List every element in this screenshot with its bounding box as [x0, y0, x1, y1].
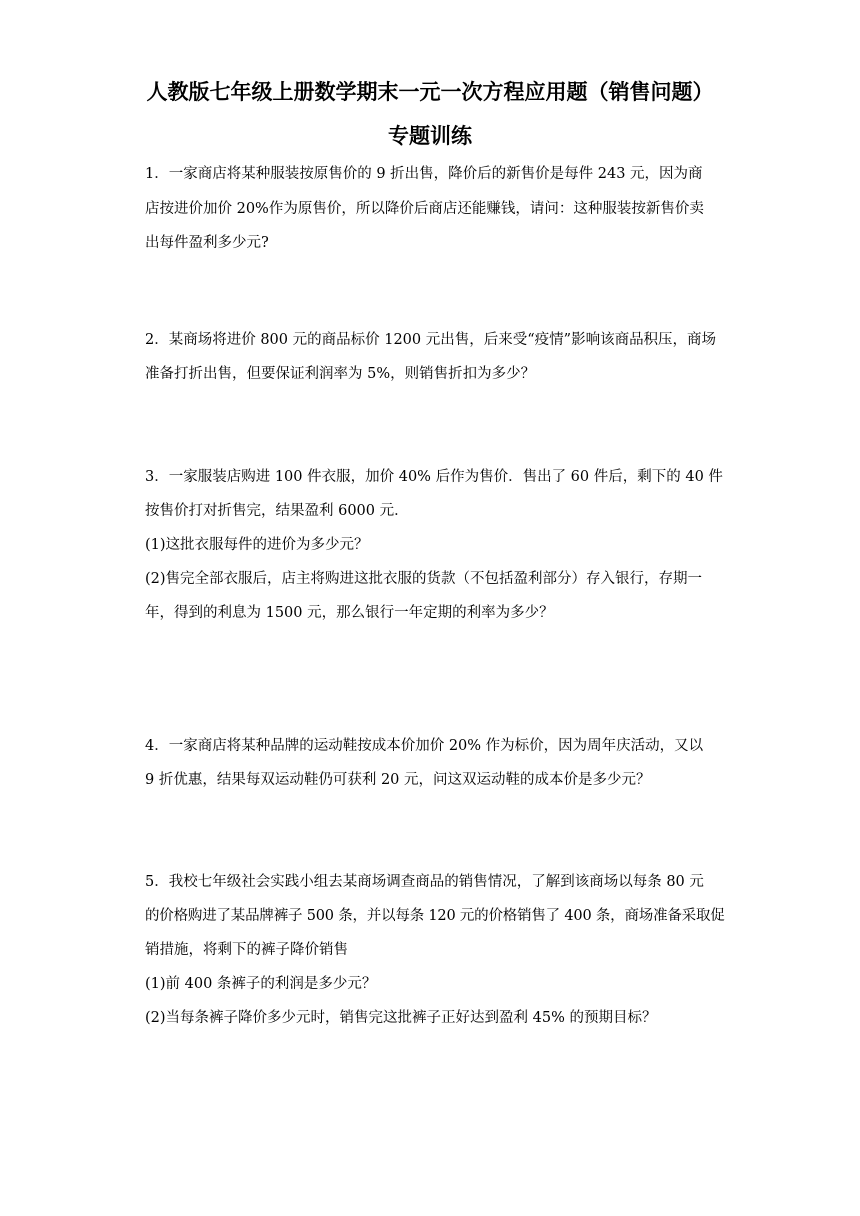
question-2-line-1: 2．某商场将进价 800 元的商品标价 1200 元出售，后来受“疫情”影响该商品积压，商场: [145, 332, 717, 348]
title-line-2: 专题训练: [388, 123, 472, 148]
question-3-subquestion-2-line-1: (2)售完全部衣服后，店主将购进这批衣服的货款（不包括盈利部分）存入银行，存期一: [145, 571, 703, 587]
question-5-line-1: 5．我校七年级社会实践小组去某商场调查商品的销售情况，了解到该商场以每条 80 元: [145, 874, 704, 890]
question-5-line-3: 销措施，将剩下的裤子降价销售: [145, 942, 348, 958]
question-1-line-2: 店按进价加价 20%作为原售价，所以降价后商店还能赚钱，请问：这种服装按新售价卖: [145, 201, 704, 217]
question-2-line-2: 准备打折出售，但要保证利润率为 5%，则销售折扣为多少？: [145, 366, 536, 382]
title-line-1: 人教版七年级上册数学期末一元一次方程应用题（销售问题）: [146, 79, 714, 104]
question-3-line-2: 按售价打对折售完，结果盈利 6000 元．: [145, 503, 409, 519]
question-3-subquestion-2-line-2: 年，得到的利息为 1500 元，那么银行一年定期的利率为多少？: [145, 605, 554, 621]
question-5-line-2: 的价格购进了某品牌裤子 500 条，并以每条 120 元的价格销售了 400 条，商场准备采取促: [145, 908, 725, 924]
question-5-subquestion-1: (1)前 400 条裤子的利润是多少元？: [145, 976, 377, 992]
question-4-line-2: 9 折优惠，结果每双运动鞋仍可获利 20 元，问这双运动鞋的成本价是多少元？: [145, 772, 651, 788]
question-4-line-1: 4．一家商店将某种品牌的运动鞋按成本价加价 20% 作为标价，因为周年庆活动，又以: [145, 738, 704, 754]
question-5-subquestion-2: (2)当每条裤子降价多少元时，销售完这批裤子正好达到盈利 45% 的预期目标？: [145, 1010, 657, 1026]
question-1-line-1: 1．一家商店将某种服装按原售价的 9 折出售，降价后的新售价是每件 243 元，因为商: [145, 166, 703, 182]
question-3-line-1: 3．一家服装店购进 100 件衣服，加价 40% 后作为售价．售出了 60 件后，剩下的 40 件: [145, 469, 723, 485]
question-1-line-3: 出每件盈利多少元?: [145, 235, 269, 251]
question-3-subquestion-1: (1)这批衣服每件的进价为多少元？: [145, 537, 369, 553]
